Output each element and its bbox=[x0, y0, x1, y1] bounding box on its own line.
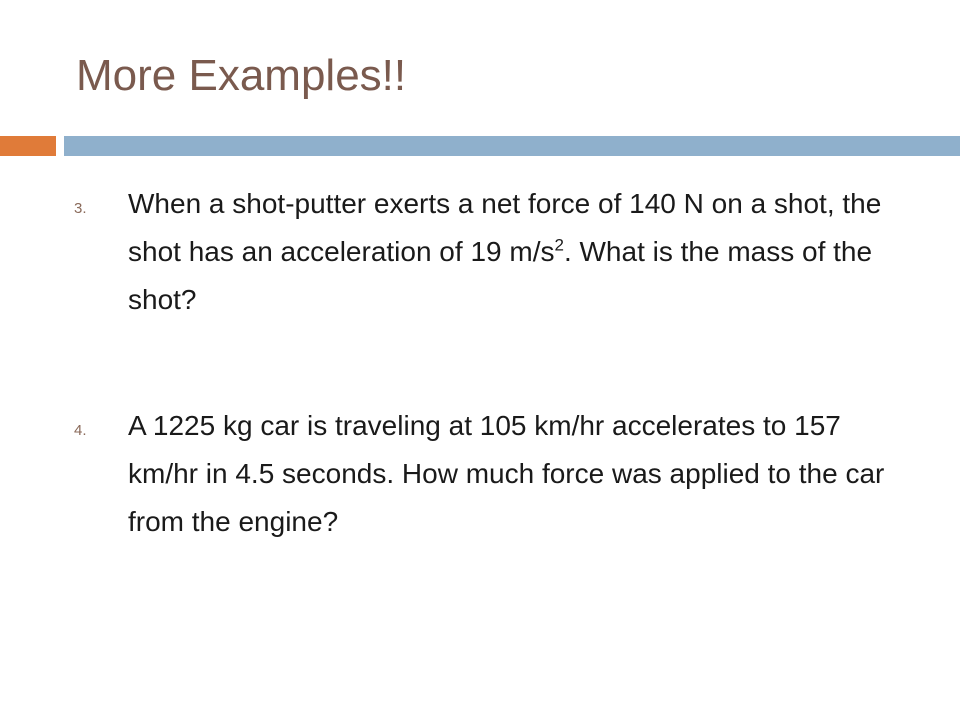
title-accent-bar bbox=[0, 136, 56, 156]
exponent: 2 bbox=[554, 235, 564, 255]
list-item-number: 3. bbox=[74, 200, 87, 217]
slide-title: More Examples!! bbox=[76, 51, 407, 100]
problem-text-part: When a shot-putter exerts a net force of 140 N on a shot, the shot has an acceleration of 19 m/s bbox=[128, 188, 882, 267]
title-underline-bar bbox=[64, 136, 960, 156]
problem-text-part: . What is the mass of the shot? bbox=[128, 236, 873, 315]
list-item-text bbox=[128, 180, 894, 324]
list-item-text: A 1225 kg car is traveling at 105 km/hr accelerates to 157 km/hr in 4.5 seconds. How much force was applied to the car from the engine? bbox=[128, 410, 885, 537]
list-item-number: 4. bbox=[74, 422, 87, 439]
